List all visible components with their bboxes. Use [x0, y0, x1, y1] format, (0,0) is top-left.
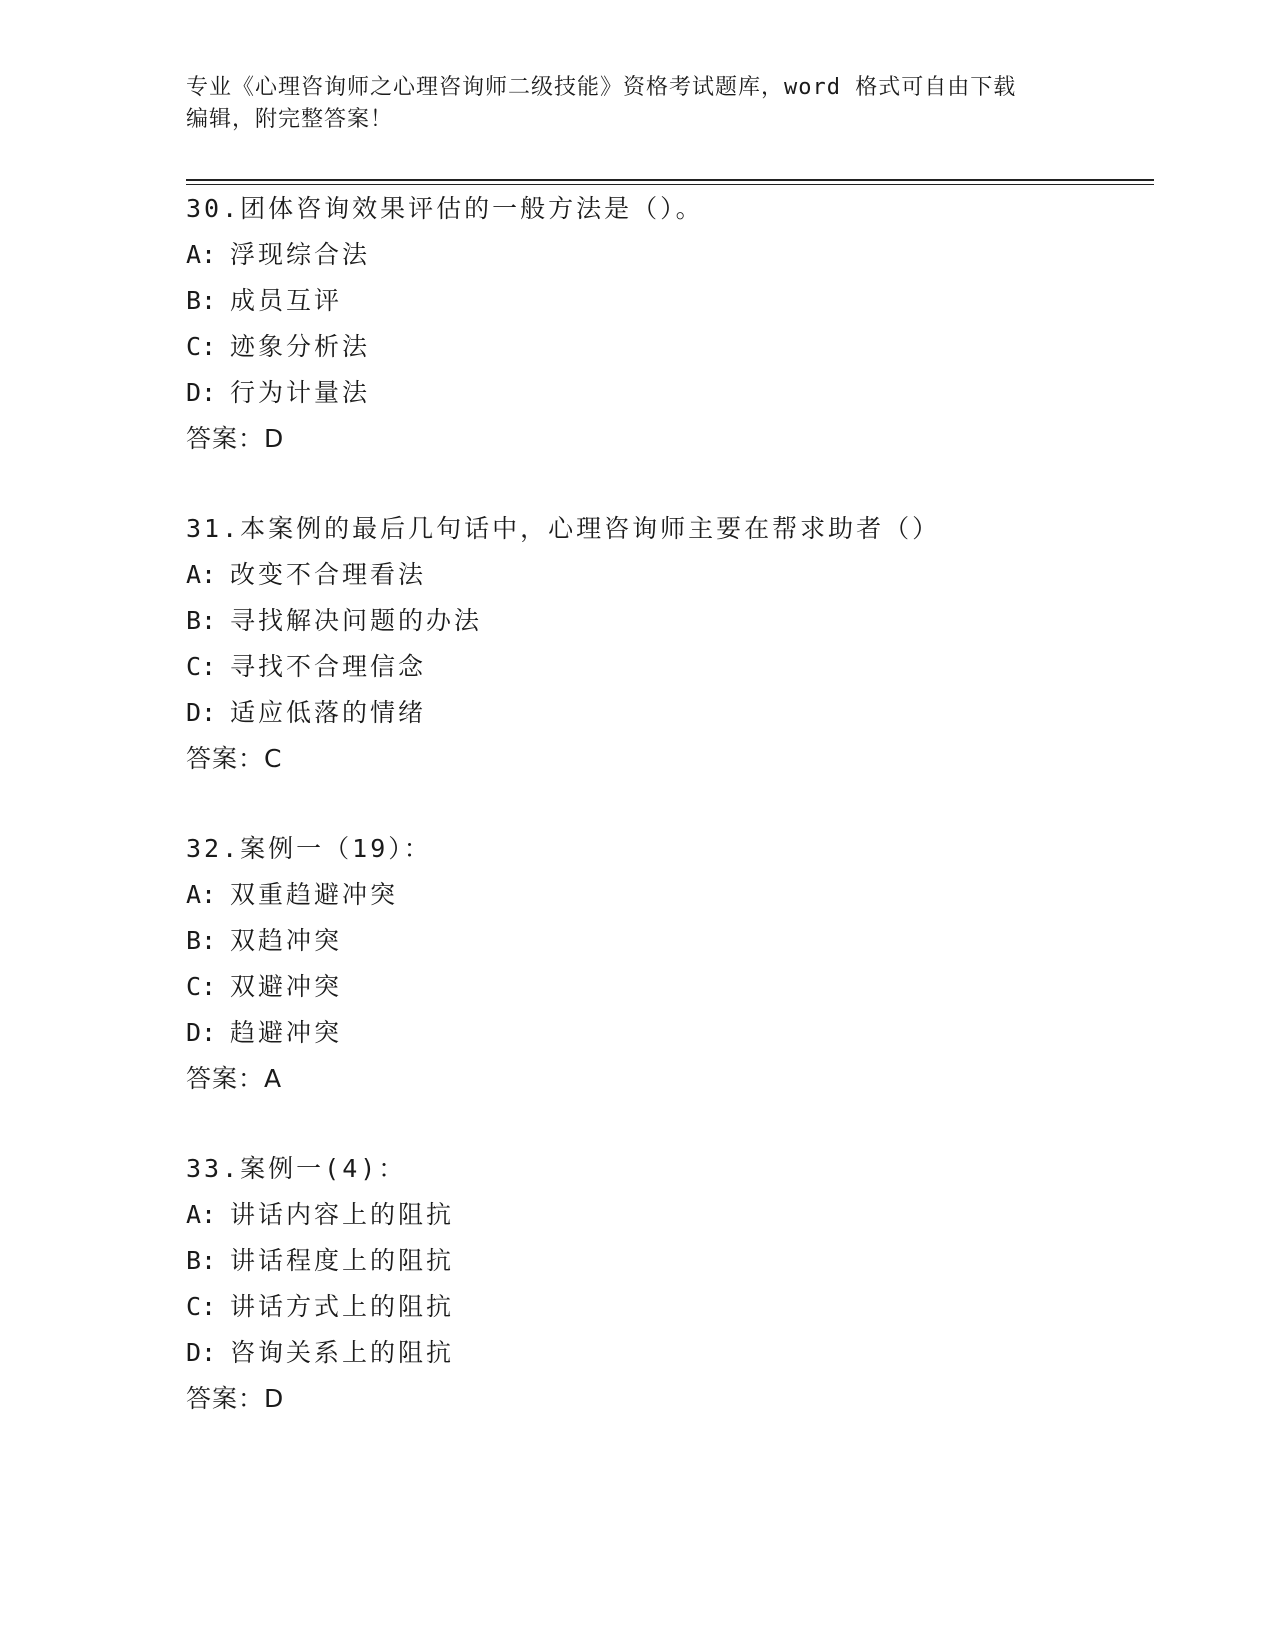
- question-stem: 31.本案例的最后几句话中，心理咨询师主要在帮求助者（）: [186, 514, 941, 543]
- option-text: 寻找解决问题的办法: [230, 606, 483, 635]
- option-letter: B:: [186, 286, 217, 315]
- option-text: 讲话方式上的阻抗: [230, 1292, 455, 1321]
- question-stem: 33.案例一(4)：: [186, 1154, 407, 1183]
- question-stem: 32.案例一（19）：: [186, 834, 432, 863]
- option-letter: A:: [186, 880, 217, 909]
- option-text: 改变不合理看法: [230, 560, 427, 589]
- option-d: [186, 1330, 1146, 1376]
- option-a: [186, 1192, 1146, 1238]
- header-divider-thick: [186, 179, 1154, 181]
- option-letter: A:: [186, 560, 217, 589]
- option-d: [186, 1010, 1146, 1056]
- option-text: 适应低落的情绪: [230, 698, 427, 727]
- option-text: 双重趋避冲突: [230, 880, 399, 909]
- answer-line: 答案：A: [186, 1064, 283, 1093]
- question-33: [186, 1146, 1146, 1422]
- header-divider-thin: [186, 184, 1154, 185]
- option-letter: D:: [186, 378, 217, 407]
- option-letter: C:: [186, 972, 217, 1001]
- option-letter: B:: [186, 1246, 217, 1275]
- option-text: 咨询关系上的阻抗: [230, 1338, 455, 1367]
- option-c: [186, 644, 1146, 690]
- option-b: [186, 1238, 1146, 1284]
- header-line-1: 专业《心理咨询师之心理咨询师二级技能》资格考试题库，word 格式可自由下载: [186, 75, 1017, 100]
- option-letter: D:: [186, 698, 217, 727]
- option-letter: B:: [186, 606, 217, 635]
- option-text: 寻找不合理信念: [230, 652, 427, 681]
- option-c: [186, 1284, 1146, 1330]
- answer-line: 答案：D: [186, 1384, 285, 1413]
- option-text: 双趋冲突: [230, 926, 343, 955]
- option-text: 讲话内容上的阻抗: [230, 1200, 455, 1229]
- option-b: [186, 598, 1146, 644]
- option-b: [186, 918, 1146, 964]
- option-letter: D:: [186, 1018, 217, 1047]
- option-c: [186, 324, 1146, 370]
- option-a: [186, 232, 1146, 278]
- option-text: 双避冲突: [230, 972, 343, 1001]
- header-line-2: 编辑，附完整答案！: [186, 107, 394, 132]
- option-b: [186, 278, 1146, 324]
- option-text: 讲话程度上的阻抗: [230, 1246, 455, 1275]
- option-letter: C:: [186, 1292, 217, 1321]
- option-text: 趋避冲突: [230, 1018, 343, 1047]
- answer-line: 答案：C: [186, 744, 283, 773]
- option-letter: A:: [186, 1200, 217, 1229]
- option-letter: A:: [186, 240, 217, 269]
- option-text: 行为计量法: [230, 378, 371, 407]
- option-d: [186, 370, 1146, 416]
- question-32: [186, 826, 1146, 1102]
- option-letter: B:: [186, 926, 217, 955]
- option-text: 迹象分析法: [230, 332, 371, 361]
- answer-line: 答案：D: [186, 424, 285, 453]
- option-letter: D:: [186, 1338, 217, 1367]
- option-text: 浮现综合法: [230, 240, 371, 269]
- option-a: [186, 552, 1146, 598]
- question-31: [186, 506, 1146, 782]
- option-a: [186, 872, 1146, 918]
- option-letter: C:: [186, 652, 217, 681]
- option-d: [186, 690, 1146, 736]
- document-header: [186, 72, 1086, 136]
- option-c: [186, 964, 1146, 1010]
- option-letter: C:: [186, 332, 217, 361]
- question-stem: 30.团体咨询效果评估的一般方法是（）。: [186, 194, 704, 223]
- question-30: [186, 186, 1146, 462]
- option-text: 成员互评: [230, 286, 343, 315]
